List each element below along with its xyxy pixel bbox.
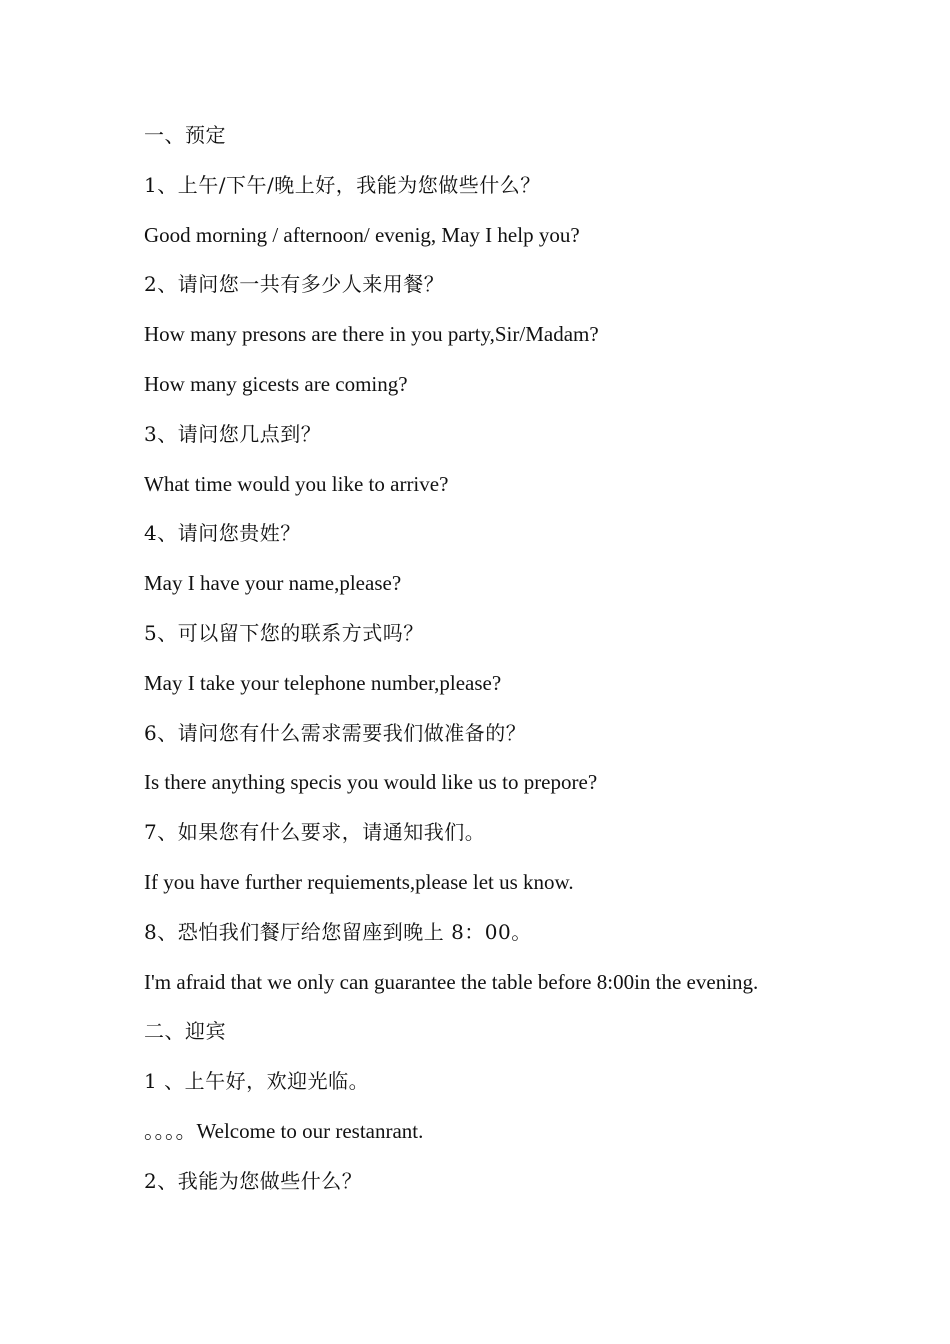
phrase-english: What time would you like to arrive?	[144, 471, 449, 496]
phrase-chinese: 1 、上午好，欢迎光临。	[144, 1069, 370, 1094]
document-body	[144, 118, 924, 1214]
phrase-chinese: 7、如果您有什么要求，请通知我们。	[144, 820, 486, 845]
phrase-english: Good morning / afternoon/ evenig, May I help you?	[144, 222, 580, 247]
phrase-chinese: 1、上午/下午/晚上好，我能为您做些什么？	[144, 172, 541, 197]
phrase-chinese: 2、请问您一共有多少人来用餐？	[144, 272, 445, 297]
phrase-english: Is there anything specis you would like us to prepore?	[144, 770, 598, 795]
phrase-english: May I take your telephone number,please?	[144, 670, 502, 695]
phrase-chinese: 4、请问您贵姓？	[144, 521, 301, 546]
phrase-chinese: 5、可以留下您的联系方式吗？	[144, 620, 424, 645]
phrase-chinese: 2、我能为您做些什么？	[144, 1168, 363, 1193]
phrase-chinese: 3、请问您几点到？	[144, 421, 322, 446]
phrase-chinese: 6、请问您有什么需求需要我们做准备的？	[144, 720, 527, 745]
phrase-english: How many gicests are coming?	[144, 371, 408, 396]
phrase-english: May I have your name,please?	[144, 571, 402, 596]
section-heading-greeting: 二、迎宾	[144, 1019, 226, 1044]
phrase-english: 。。。。Welcome to our restanrant.	[144, 1118, 424, 1143]
phrase-english: If you have further requiements,please let us know.	[144, 869, 574, 894]
section-heading-reservation: 一、预定	[144, 123, 226, 147]
phrase-english: How many presons are there in you party,Sir/Madam?	[144, 322, 599, 347]
phrase-english: I'm afraid that we only can guarantee the table before 8:00in the evening.	[144, 969, 759, 994]
phrase-chinese: 8、恐怕我们餐厅给您留座到晚上 8：00。	[144, 919, 532, 944]
